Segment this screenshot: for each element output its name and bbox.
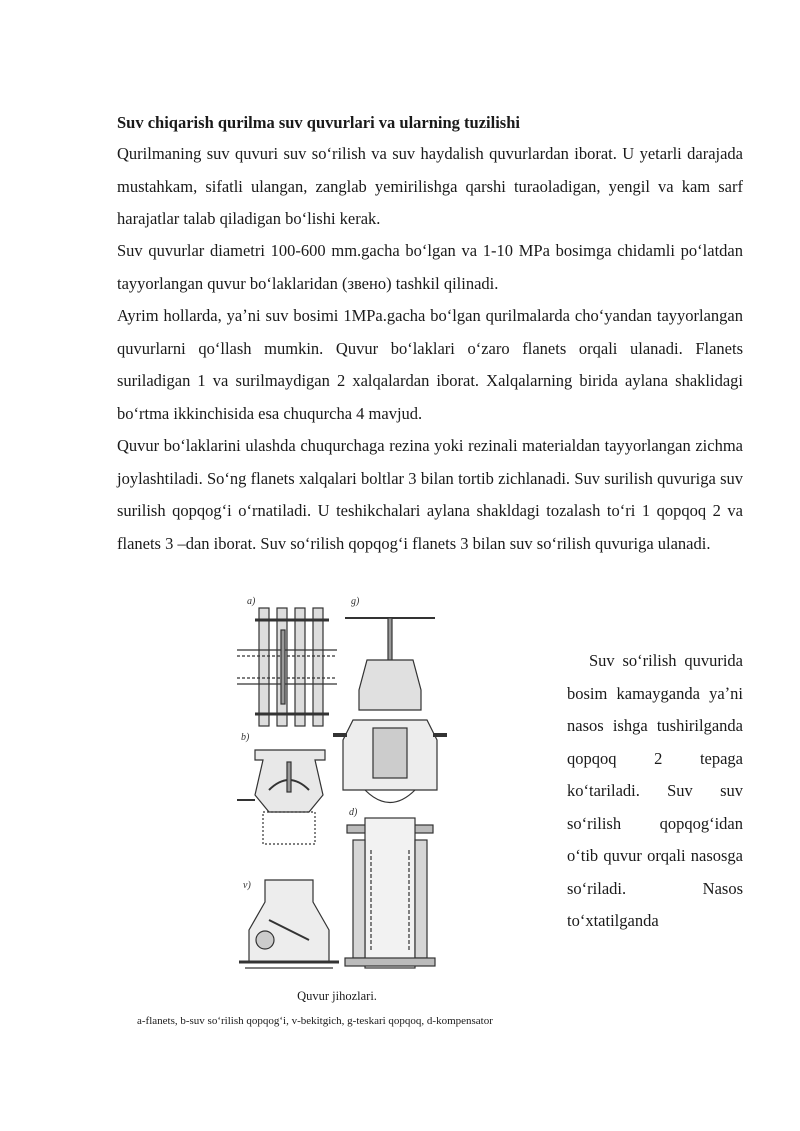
paragraph-4: Quvur boʻlaklarini ulashda chuqurchaga rezina yoki rezinali materialdan tayyorlangan zichma joylashtiladi. Soʻng flanets xalqalari boltlar 3 bilan tortib zichlanadi. Suv surilish quvuriga suv surilish qopqogʻi oʻrnatiladi. U teshikchalari aylana shakldagi tozalash toʻri 1 qopqoq 2 va flanets 3 –dan iborat. Suv soʻrilish qopqogʻi flanets 3 bilan suv soʻrilish quvuriga ulanadi. [117, 436, 743, 553]
section-heading: Suv chiqarish qurilma suv quvurlari va ularning tuzilishi [117, 113, 520, 132]
panel-label-a: a) [247, 596, 256, 607]
panel-label-v: v) [243, 880, 251, 891]
figure-title: Quvur jihozlari. [297, 989, 377, 1003]
panel-label-g: g) [351, 596, 360, 607]
figure-caption: a-flanets, b-suv soʻrilish qopqogʻi, v-bekitgich, g-teskari qopqoq, d-kompensator [137, 1015, 493, 1027]
panel-label-b: b) [241, 732, 250, 743]
paragraph-2: Suv quvurlar diametri 100-600 mm.gacha boʻlgan va 1-10 MPa bosimga chidamli poʻlatdan tayyorlangan quvur boʻlaklaridan (звено) tashkil qilinadi. [117, 241, 743, 293]
paragraph-1: Qurilmaning suv quvuri suv soʻrilish va suv haydalish quvurlardan iborat. U yetarli darajada mustahkam, sifatli ulangan, zanglab yemirilishga qarshi turaoladigan, yengil va kam sarf harajatlar talab qiladigan boʻlishi kerak. [117, 144, 743, 228]
pipe-fittings-figure [225, 590, 450, 980]
panel-label-d: d) [349, 807, 358, 818]
side-paragraph [567, 645, 743, 938]
side-paragraph-text: Suv soʻrilish quvurida bosim kamayganda yaʼni nasos ishga tushirilganda qopqoq 2 tepaga koʻtariladi. Suv suv soʻrilish qopqogʻidan oʻtib quvur orqali nasosga soʻriladi. Nasos toʻxtatilganda [567, 651, 743, 930]
paragraph-3: Ayrim hollarda, yaʼni suv bosimi 1MPa.gacha boʻlgan qurilmalarda choʻyandan tayyorlangan quvurlarni qoʻllash mumkin. Quvur boʻlaklari oʻzaro flanets orqali ulanadi. Flanets suriladigan 1 va surilmaydigan 2 xalqalardan iborat. Xalqalarning birida aylana shaklidagi boʻrtma ikkinchisida esa chuqurcha 4 mavjud. [117, 306, 743, 423]
